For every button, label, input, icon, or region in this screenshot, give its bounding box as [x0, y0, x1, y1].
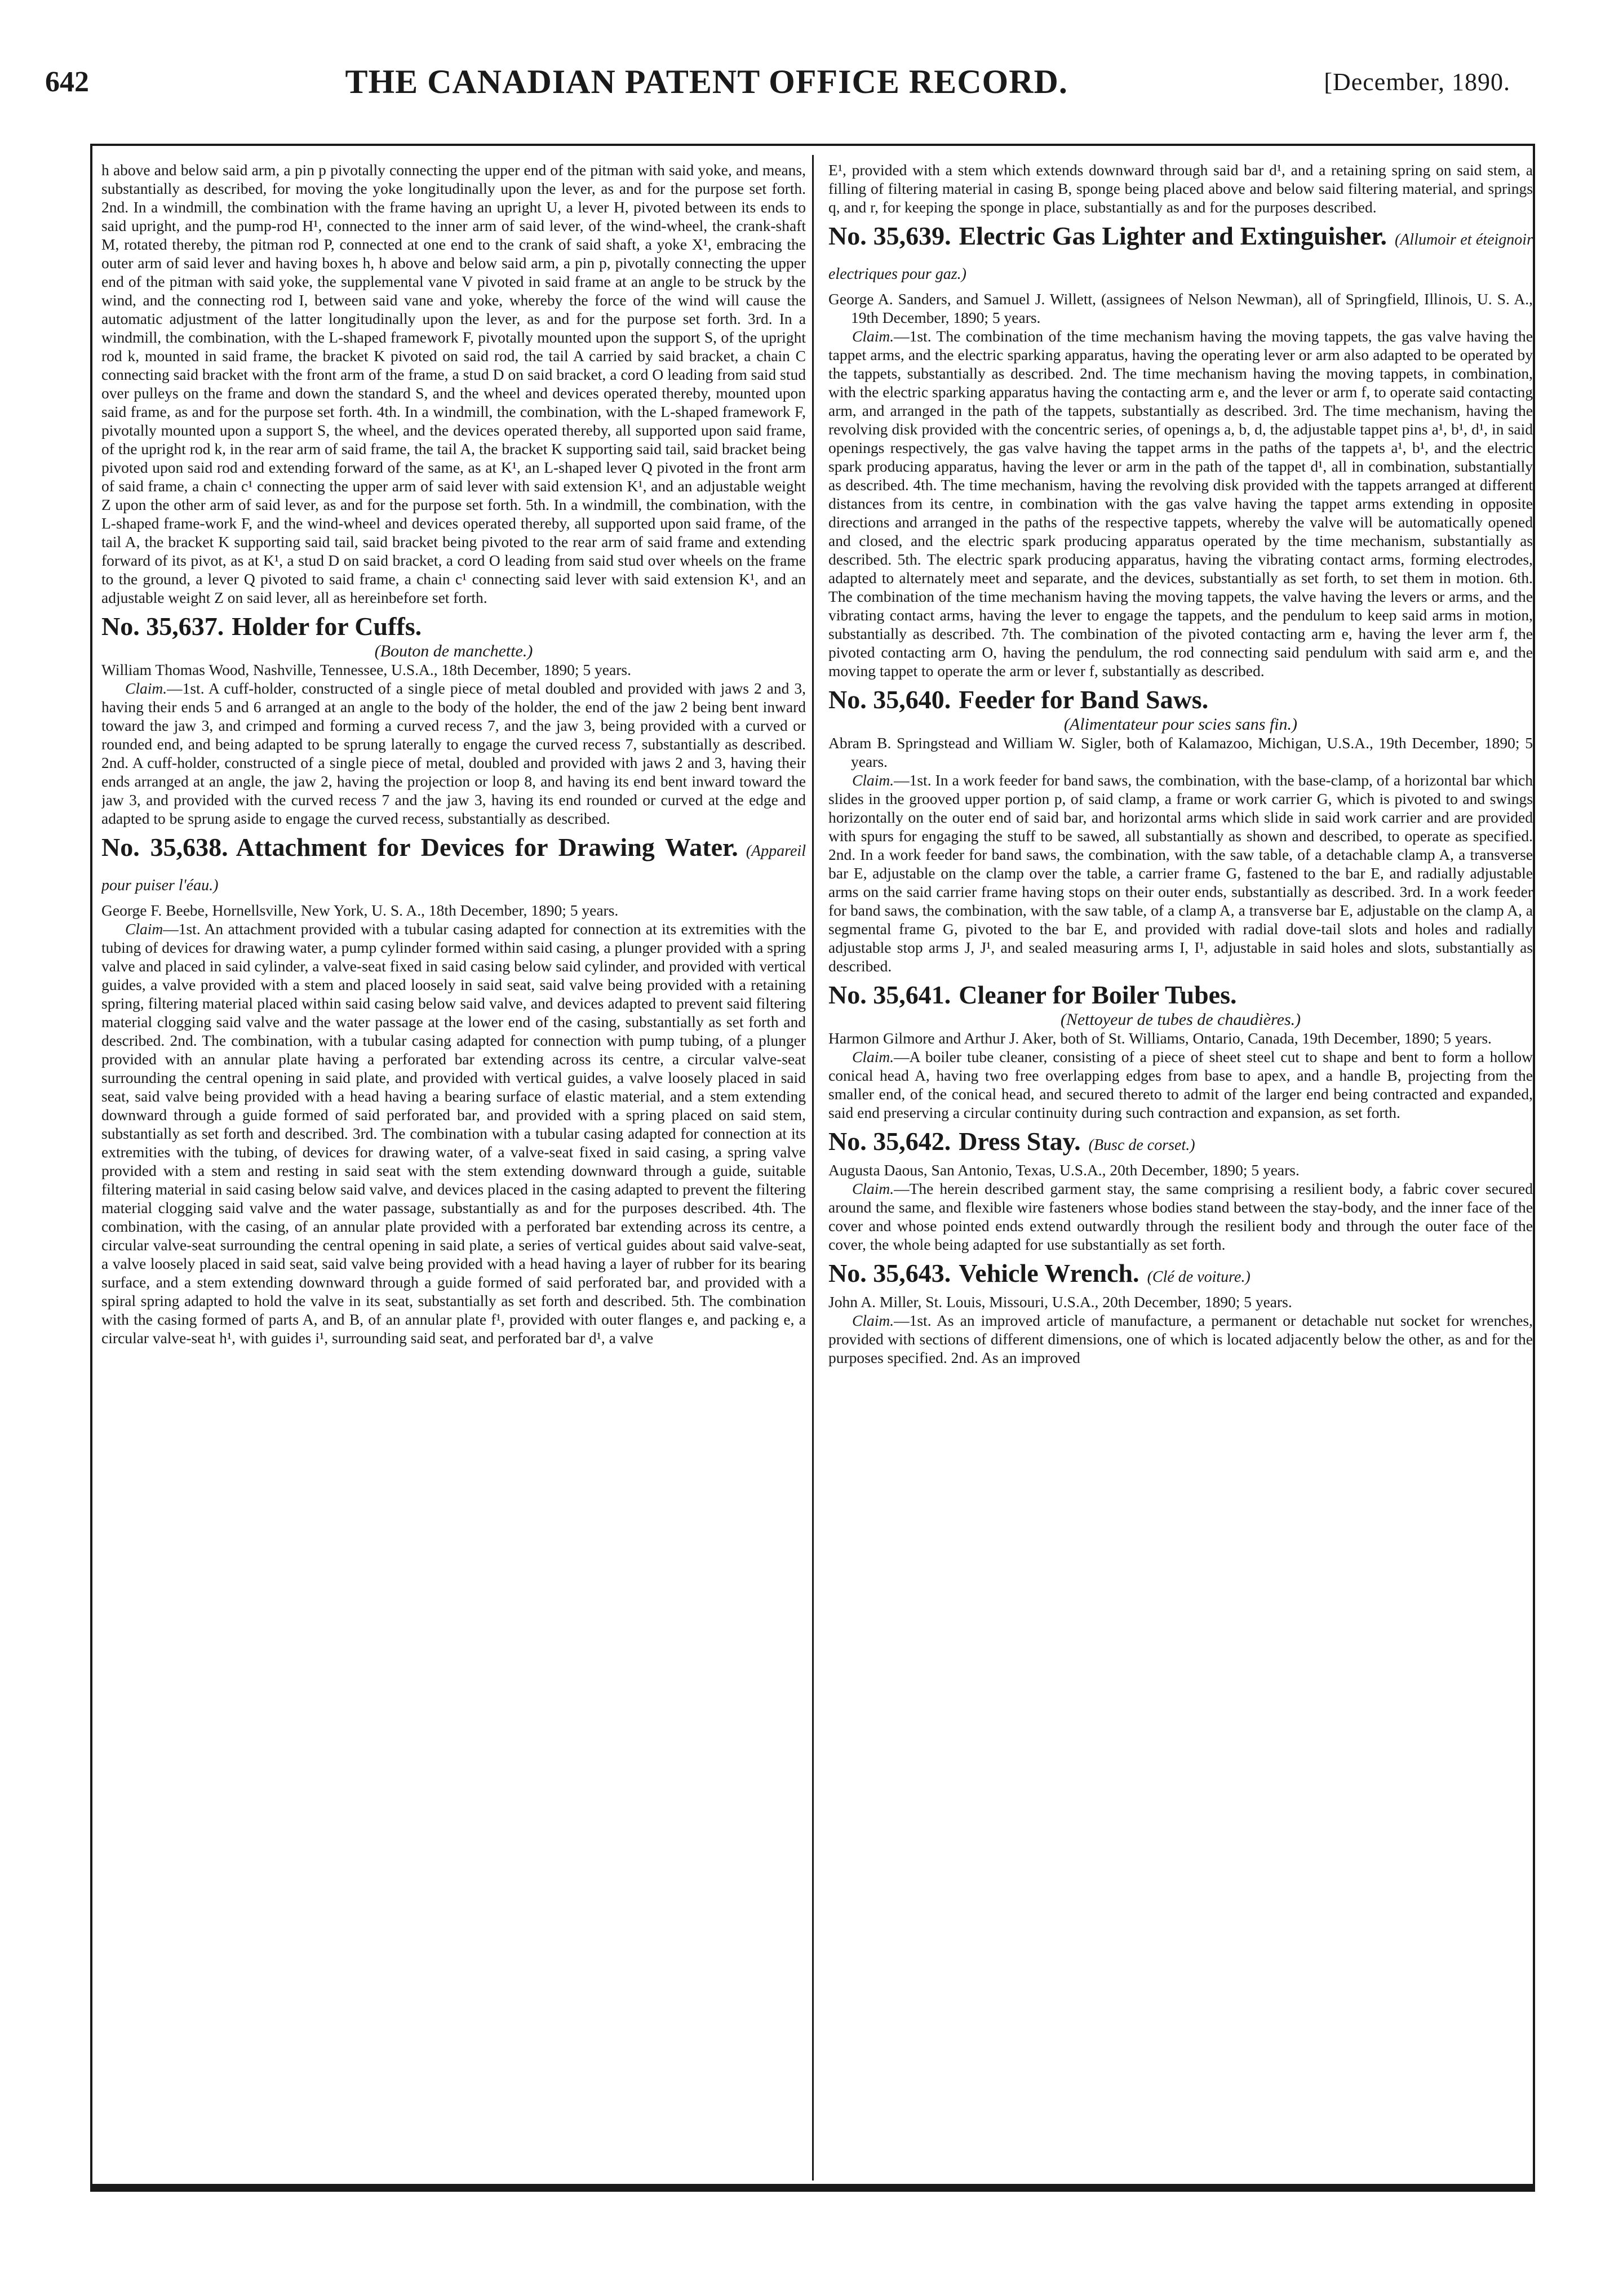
- column-divider: [812, 155, 814, 2180]
- claim-text: [828, 1047, 1533, 1122]
- journal-title: THE CANADIAN PATENT OFFICE RECORD.: [345, 63, 1068, 100]
- left-column: [101, 161, 806, 2178]
- claim-body: —The herein described garment stay, the same comprising a resilient body, a fabric cover secured around the same, and flexible wire fasteners whose bodies stand between the stay-body, and the inner face of the cover and whose pointed ends extend outwardly through the resilient body and through the outer face of the cover, the whole being adapted for use substantially as set forth.: [828, 1180, 1533, 1253]
- patentee: Abram B. Springstead and William W. Sigler, both of Kalamazoo, Michigan, U.S.A., 19th December, 1890; 5 years.: [828, 734, 1533, 770]
- patent-entry-35641: [828, 980, 1533, 1122]
- entry-heading: [828, 1258, 1533, 1293]
- claim-body: —1st. As an improved article of manufacture, a permanent or detachable nut socket for wrenches, provided with sections of different dimensions, one of which is located adjacently below the other, as and for the purposes specified. 2nd. As an improved: [828, 1312, 1533, 1366]
- patentee: John A. Miller, St. Louis, Missouri, U.S.A., 20th December, 1890; 5 years.: [828, 1293, 1292, 1311]
- entry-heading: [101, 832, 806, 901]
- claim-label: Claim.: [852, 771, 894, 789]
- french-title: (Bouton de manchette.): [374, 642, 533, 660]
- patentee: William Thomas Wood, Nashville, Tennessee, U.S.A., 18th December, 1890; 5 years.: [101, 661, 631, 678]
- patent-number: No. 35,641.: [828, 980, 951, 1009]
- patent-entry-35638: [101, 832, 806, 1347]
- claim-text: [101, 679, 806, 828]
- patent-number: No. 35,638.: [101, 833, 228, 861]
- entry-heading: [828, 1126, 1533, 1161]
- french-title: (Alimentateur pour scies sans fin.): [1063, 715, 1298, 734]
- entry-heading: [828, 980, 1533, 1010]
- claim-body: —1st. A cuff-holder, constructed of a single piece of metal doubled and provided with jaws 2 and 3, having their ends 5 and 6 arranged at an angle to the body of the holder, the end of the jaw 2 being bent inward toward the jaw 3, and crimped and forming a curved recess 7, and the jaw 3, being provided with a curved or rounded end, and being adapted to be sprung laterally to engage the curved recess 7, substantially as described. 2nd. A cuff-holder, constructed of a single piece of metal, doubled and provided with jaws 2 and 3, having their ends arranged at an angle, the jaw 2, having the projection or loop 8, and having its end bent inward toward the jaw 3, and provided with the curved recess 7 and the jaw 3, having its end rounded or curved at the edge and adapted to be sprung aside to engage the curved recess, substantially as described.: [101, 680, 806, 827]
- patentee: Harmon Gilmore and Arthur J. Aker, both of St. Williams, Ontario, Canada, 19th December, 1890; 5 years.: [828, 1029, 1492, 1047]
- patent-entry-35642: [828, 1126, 1533, 1254]
- patent-title: Holder for Cuffs.: [232, 612, 422, 641]
- issue-date: [December, 1890.: [1324, 68, 1510, 96]
- claim-label: Claim.: [852, 1180, 894, 1197]
- claim-label: Claim.: [852, 1312, 894, 1329]
- continued-claims: E¹, provided with a stem which extends downward through said bar d¹, and a retaining spring on said stem, a filling of filtering material in casing B, sponge being placed above and below said filtering material, and springs q, and r, for keeping the sponge in place, substantially as and for the purposes described.: [828, 161, 1533, 216]
- patent-entry-35643: [828, 1258, 1533, 1367]
- entry-heading: [828, 221, 1533, 290]
- claim-body: —1st. In a work feeder for band saws, the combination, with the base-clamp, of a horizontal bar which slides in the grooved upper portion p, of said clamp, a frame or work carrier G, which is pivoted to and swings horizontally on the outer end of said bar, and horizontal arms which slide in said work carrier and are provided with spurs for engaging the stuff to be sawed, all substantially as shown and described, to operate as specified. 2nd. In a work feeder for band saws, the combination, with the saw table, of a detachable clamp A, a transverse bar E, adjustable on the clamp over the table, a carrier frame G, fastened to the bar E, and radially adjustable arms on the said carrier frame having stops on their outer ends, substantially as described. 3rd. In a work feeder for band saws, the combination, with the saw table, of a clamp A, a transverse bar E, adjustable on the clamp A, a segmental frame G, pivoted to the bar E, and provided with radial dove-tail slots and holes and radially adjustable stop arms J, J¹, and sealed measuring arms I, I¹, adjustable in said holes and slots, substantially as described.: [828, 771, 1533, 975]
- patent-entry-35639: [828, 221, 1533, 680]
- claim-text: [101, 920, 806, 1347]
- patentee: George A. Sanders, and Samuel J. Willett, (assignees of Nelson Newman), all of Springfield, Illinois, U. S. A., 19th December, 1890; 5 years.: [828, 290, 1533, 326]
- claim-text: [828, 771, 1533, 975]
- patent-number: No. 35,640.: [828, 685, 951, 714]
- entry-heading: [828, 685, 1533, 715]
- claim-body: —A boiler tube cleaner, consisting of a piece of sheet steel cut to shape and bent to form a hollow conical head A, having two free overlapping edges from base to apex, and a handle B, projecting from the smaller end, of the conical head, and secured thereto to admit of the larger end being contracted and expanded, said end preserving a circular continuity during such contraction and expansion, as set forth.: [828, 1048, 1533, 1121]
- claim-label: Claim.: [852, 1048, 894, 1065]
- patent-entry-35637: [101, 611, 806, 828]
- patent-number: No. 35,637.: [101, 612, 224, 641]
- patentee: Augusta Daous, San Antonio, Texas, U.S.A., 20th December, 1890; 5 years.: [828, 1161, 1300, 1179]
- claim-text: [828, 1311, 1533, 1367]
- french-title: (Clé de voiture.): [1147, 1268, 1250, 1286]
- claim-text: [828, 327, 1533, 680]
- patent-number: No. 35,642.: [828, 1127, 951, 1156]
- claim-label: Claim.: [852, 327, 894, 345]
- french-title: (Appareil pour puiser l'éau.): [101, 842, 806, 894]
- french-title: (Nettoyeur de tubes de chaudières.): [1060, 1010, 1301, 1029]
- patent-title: Attachment for Devices for Drawing Water.: [236, 833, 738, 861]
- patent-number: No. 35,643.: [828, 1259, 951, 1287]
- entry-heading: [101, 611, 806, 642]
- patent-title: Dress Stay.: [959, 1127, 1081, 1156]
- patent-title: Feeder for Band Saws.: [959, 685, 1209, 714]
- claim-text: [828, 1179, 1533, 1254]
- patentee: George F. Beebe, Hornellsville, New York, U. S. A., 18th December, 1890; 5 years.: [101, 901, 619, 919]
- claim-label: Claim: [125, 920, 163, 938]
- claim-body: —1st. The combination of the time mechanism having the moving tappets, the gas valve having the tappet arms, and the electric sparking apparatus, having the operating lever or arm also adapted to be operated by the tappets, substantially as described. 2nd. The time mechanism having the moving tappets, in combination, with the electric sparking apparatus having the contacting arm e, and the lever or arm f, to operate said contacting arm, and arranged in the path of the tappets, substantially as described. 3rd. The time mechanism, having the revolving disk provided with the concentric series, of openings a, b, d, the adjustable tappet pins a¹, b¹, d¹, in said openings respectively, the gas valve having the tappet arms in the paths of the tappets a¹, b¹, and the electric spark producing apparatus, having the lever or arm in the path of the tappet d¹, all in combination, substantially as described. 4th. The time mechanism, having the revolving disk provided with the tappets arranged at different distances from its centre, in combination with the gas valve having the tappet arms extending in opposite directions and arranged in the paths of the respective tappets, whereby the valve will be automatically opened and closed, and the electric spark producing apparatus operated by the time mechanism, substantially as described. 5th. The electric spark producing apparatus, having the vibrating contact arms, forming electrodes, adapted to alternately meet and separate, and the devices, substantially as set forth, to set them in motion. 6th. The combination of the time mechanism having the moving tappets, the valve having the levers or arms, and the vibrating contact arms, having the lever to engage the tappets, and the pendulum to keep said arms in motion, substantially as described. 7th. The combination of the pivoted contacting arm e, having the lever arm f, the pivoted contacting arm O, having the pendulum, the rod connecting said pendulum with said arm e, and the moving tappet to operate the arm or lever f, substantially as described.: [828, 327, 1533, 680]
- continued-claims: h above and below said arm, a pin p pivotally connecting the upper end of the pitman with said yoke, and means, substantially as described, for moving the yoke longitudinally upon the lever, as and for the purpose set forth. 2nd. In a windmill, the combination with the frame having an upright U, a lever H, pivoted between its ends to said upright, and the pump-rod H¹, connected to the inner arm of said lever, of the wind-wheel, the crank-shaft M, rotated thereby, the pitman rod P, connected at one end to the crank of said shaft, a yoke X¹, embracing the outer arm of said lever and having boxes h, h above and below said arm, a pin p, pivotally connecting the upper end of the pitman with said yoke, the supplemental vane V pivoted in said frame at an angle to be struck by the wind, and the connecting rod I, between said vane and yoke, whereby the force of the wind will cause the automatic adjustment of the latter longitudinally upon the lever, as and for the purpose set forth. 3rd. In a windmill, the combination, with the L-shaped framework F, pivotally mounted upon the support S, of the upright rod k, mounted in said frame, the bracket K pivoted on said rod, the tail A carried by said bracket, a chain C connecting said bracket with the front arm of the frame, a stud D on said bracket, a cord O leading from said stud over pulleys on the frame and down the standard S, and the wheel and devices operated thereby, mounted upon said frame, as and for the purpose set forth. 4th. In a windmill, the combination, with the L-shaped framework F, pivotally mounted upon a support S, the wheel, and the devices operated thereby, all supported upon said frame, of the upright rod k, in the rear arm of said frame, the tail A, the bracket K supporting said tail, said bracket being pivoted upon said rod and extending forward of the same, as at K¹, an L-shaped lever Q pivoted in the front arm of said frame, a chain c¹ connecting the upper arm of said lever with said extension K¹, and an adjustable weight Z upon the other arm of said lever, as and for the purpose set forth. 5th. In a windmill, the combination, with the L-shaped frame-work F, and the wind-wheel and devices operated thereby, all supported upon said frame, of the tail A, the bracket K supporting said tail, said bracket being pivoted to the rear arm of said frame and extending forward of its pivot, as at K¹, a stud D on said bracket, a cord O leading from said stud over wheels on the frame to the ground, a lever Q pivoted to said frame, a chain c¹ connecting said lever with said extension K¹, and an adjustable weight Z on said lever, all as hereinbefore set forth.: [101, 161, 806, 606]
- running-head: [45, 56, 1510, 107]
- page-number: 642: [45, 65, 89, 98]
- patent-entry-35640: [828, 685, 1533, 975]
- claim-label: Claim.: [125, 680, 167, 697]
- patent-number: No. 35,639.: [828, 221, 951, 250]
- patent-title: Vehicle Wrench.: [959, 1259, 1139, 1287]
- patent-title: Cleaner for Boiler Tubes.: [959, 980, 1237, 1009]
- right-column: [828, 161, 1533, 2178]
- french-title: (Busc de corset.): [1088, 1136, 1195, 1154]
- patent-title: Electric Gas Lighter and Extinguisher.: [959, 221, 1387, 250]
- claim-body: —1st. An attachment provided with a tubular casing adapted for connection at its extremities with the tubing of devices for drawing water, a pump cylinder formed within said casing, a plunger provided with a spring valve and placed in said cylinder, a valve-seat fixed in said casing below said cylinder, and provided with vertical guides, a valve provided with a stem and placed loosely in said seat, said valve being provided with a retaining spring, filtering material placed within said casing below said valve, and devices adapted to prevent said filtering material clogging said valve and the water passage at the lower end of the casing, substantially as set forth and described. 2nd. The combination, with a tubular casing adapted for connection with pump tubing, of a plunger provided with an annular plate having a perforated bar extending across its centre, a circular valve-seat surrounding the central opening in said plate, and provided with vertical guides, a valve loosely placed in said seat, said valve being provided with a head having a bearing surface of elastic material, and a stem extending downward through a guide formed of said perforated bar, and provided with a spring placed on said stem, substantially as set forth and described. 3rd. The combination with a tubular casing adapted for connection at its extremities with the tubing, of devices for drawing water, of a valve-seat fixed in said casing, a spring valve provided with a stem and resting in said seat with the stem extending downward through a guide, suitable filtering material in said casing below said valve, and devices placed in the casing adapted to prevent the filtering material clogging said valve and the water passage, substantially as and for the purposes described. 4th. The combination, with the casing, of an annular plate provided with a perforated bar extending across its centre, a circular valve-seat surrounding the central opening in said plate, a series of vertical guides about said valve-seat, a valve loosely placed in said seat, said valve being provided with a head having a layer of rubber for its bearing surface, and a stem extending downward through a guide formed of said perforated bar, and provided with a spiral spring adapted to hold the valve in its seat, substantially as set forth and described. 5th. The combination with the casing formed of parts A, and B, of an annular plate f¹, provided with outer flanges e, and packing e, a circular valve-seat h¹, with guides i¹, surrounding said seat, and perforated bar d¹, a valve: [101, 920, 806, 1347]
- bottom-rule: [90, 2184, 1535, 2192]
- french-title: (Allumoir et éteignoir electriques pour gaz.): [828, 231, 1533, 283]
